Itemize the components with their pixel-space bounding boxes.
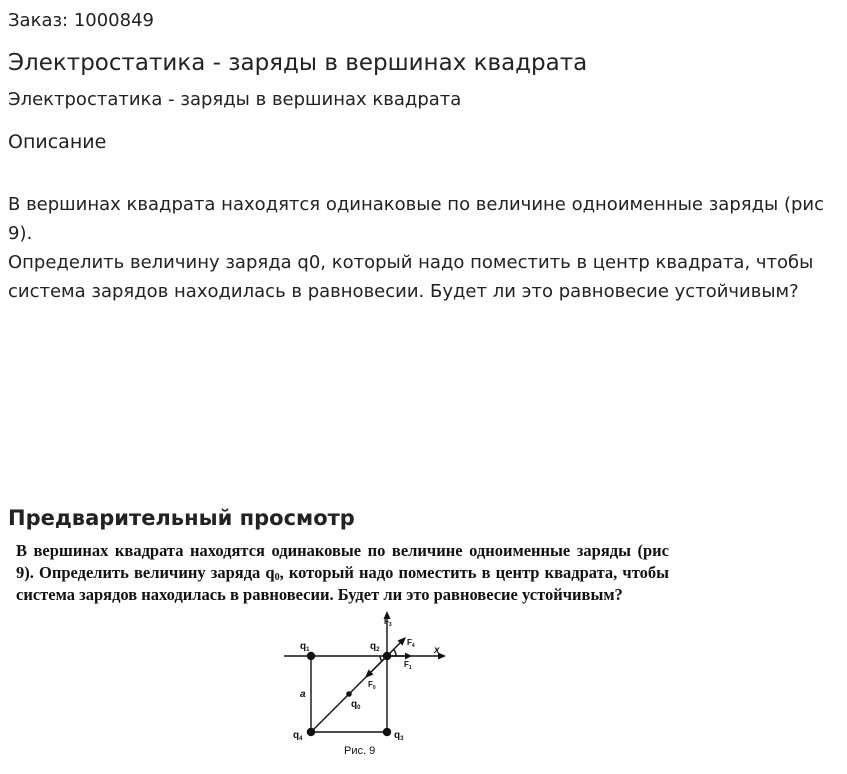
label-q2: $q_2$ <box>370 641 380 653</box>
charge-q4 <box>307 728 315 736</box>
scan-text-part-2: , который надо поместить в центр квадрата, чтобы система зарядов находилась в равновесии. Будет ли это равновесие устойчивым? <box>16 563 669 604</box>
label-f3: $F_3$ <box>384 617 392 628</box>
label-q0: $q_0$ <box>351 699 361 711</box>
label-side-a: a <box>300 689 306 700</box>
product-subtitle: Электростатика - заряды в вершинах квадрата <box>8 89 462 110</box>
description-body: В вершинах квадрата находятся одинаковые по величине одноименные заряды (рис 9). Определить величину заряда q0, который надо поместить в центр квадрата, чтобы система зарядов находилась в равновесии. Будет ли это равновесие устойчивым? <box>8 194 824 302</box>
preview-heading: Предварительный просмотр <box>8 506 355 530</box>
charge-q1 <box>307 652 315 660</box>
preview-scan-image <box>8 538 676 764</box>
figure-caption: Рис. 9 <box>344 745 376 757</box>
scan-problem-text <box>16 540 669 606</box>
label-q3: $q_3$ <box>394 730 404 742</box>
label-f0: $F_0$ <box>368 680 376 691</box>
label-f4: $F_4$ <box>407 638 415 649</box>
label-f1: $F_1$ <box>404 660 412 671</box>
charge-q3 <box>383 728 391 736</box>
angle-arc <box>393 649 396 656</box>
square-charges-diagram <box>270 610 450 760</box>
page-title: Электростатика - заряды в вершинах квадрата <box>8 50 588 76</box>
label-q4: $q_4$ <box>293 730 303 742</box>
charge-q2 <box>383 652 391 660</box>
charge-q0 <box>346 691 352 697</box>
f1-arrowhead <box>405 653 412 660</box>
angle-arc-2 <box>380 656 382 661</box>
order-number: Заказ: 1000849 <box>8 10 154 31</box>
label-q1: $q_1$ <box>300 641 310 653</box>
scan-text-part-1: В вершинах квадрата находятся одинаковые по величине одноименные заряды (рис 9). Определить величину заряда q <box>16 541 669 582</box>
scan-text-subscript: 0 <box>274 572 280 583</box>
description-heading: Описание <box>8 131 107 153</box>
label-axis-x: x <box>434 645 440 656</box>
